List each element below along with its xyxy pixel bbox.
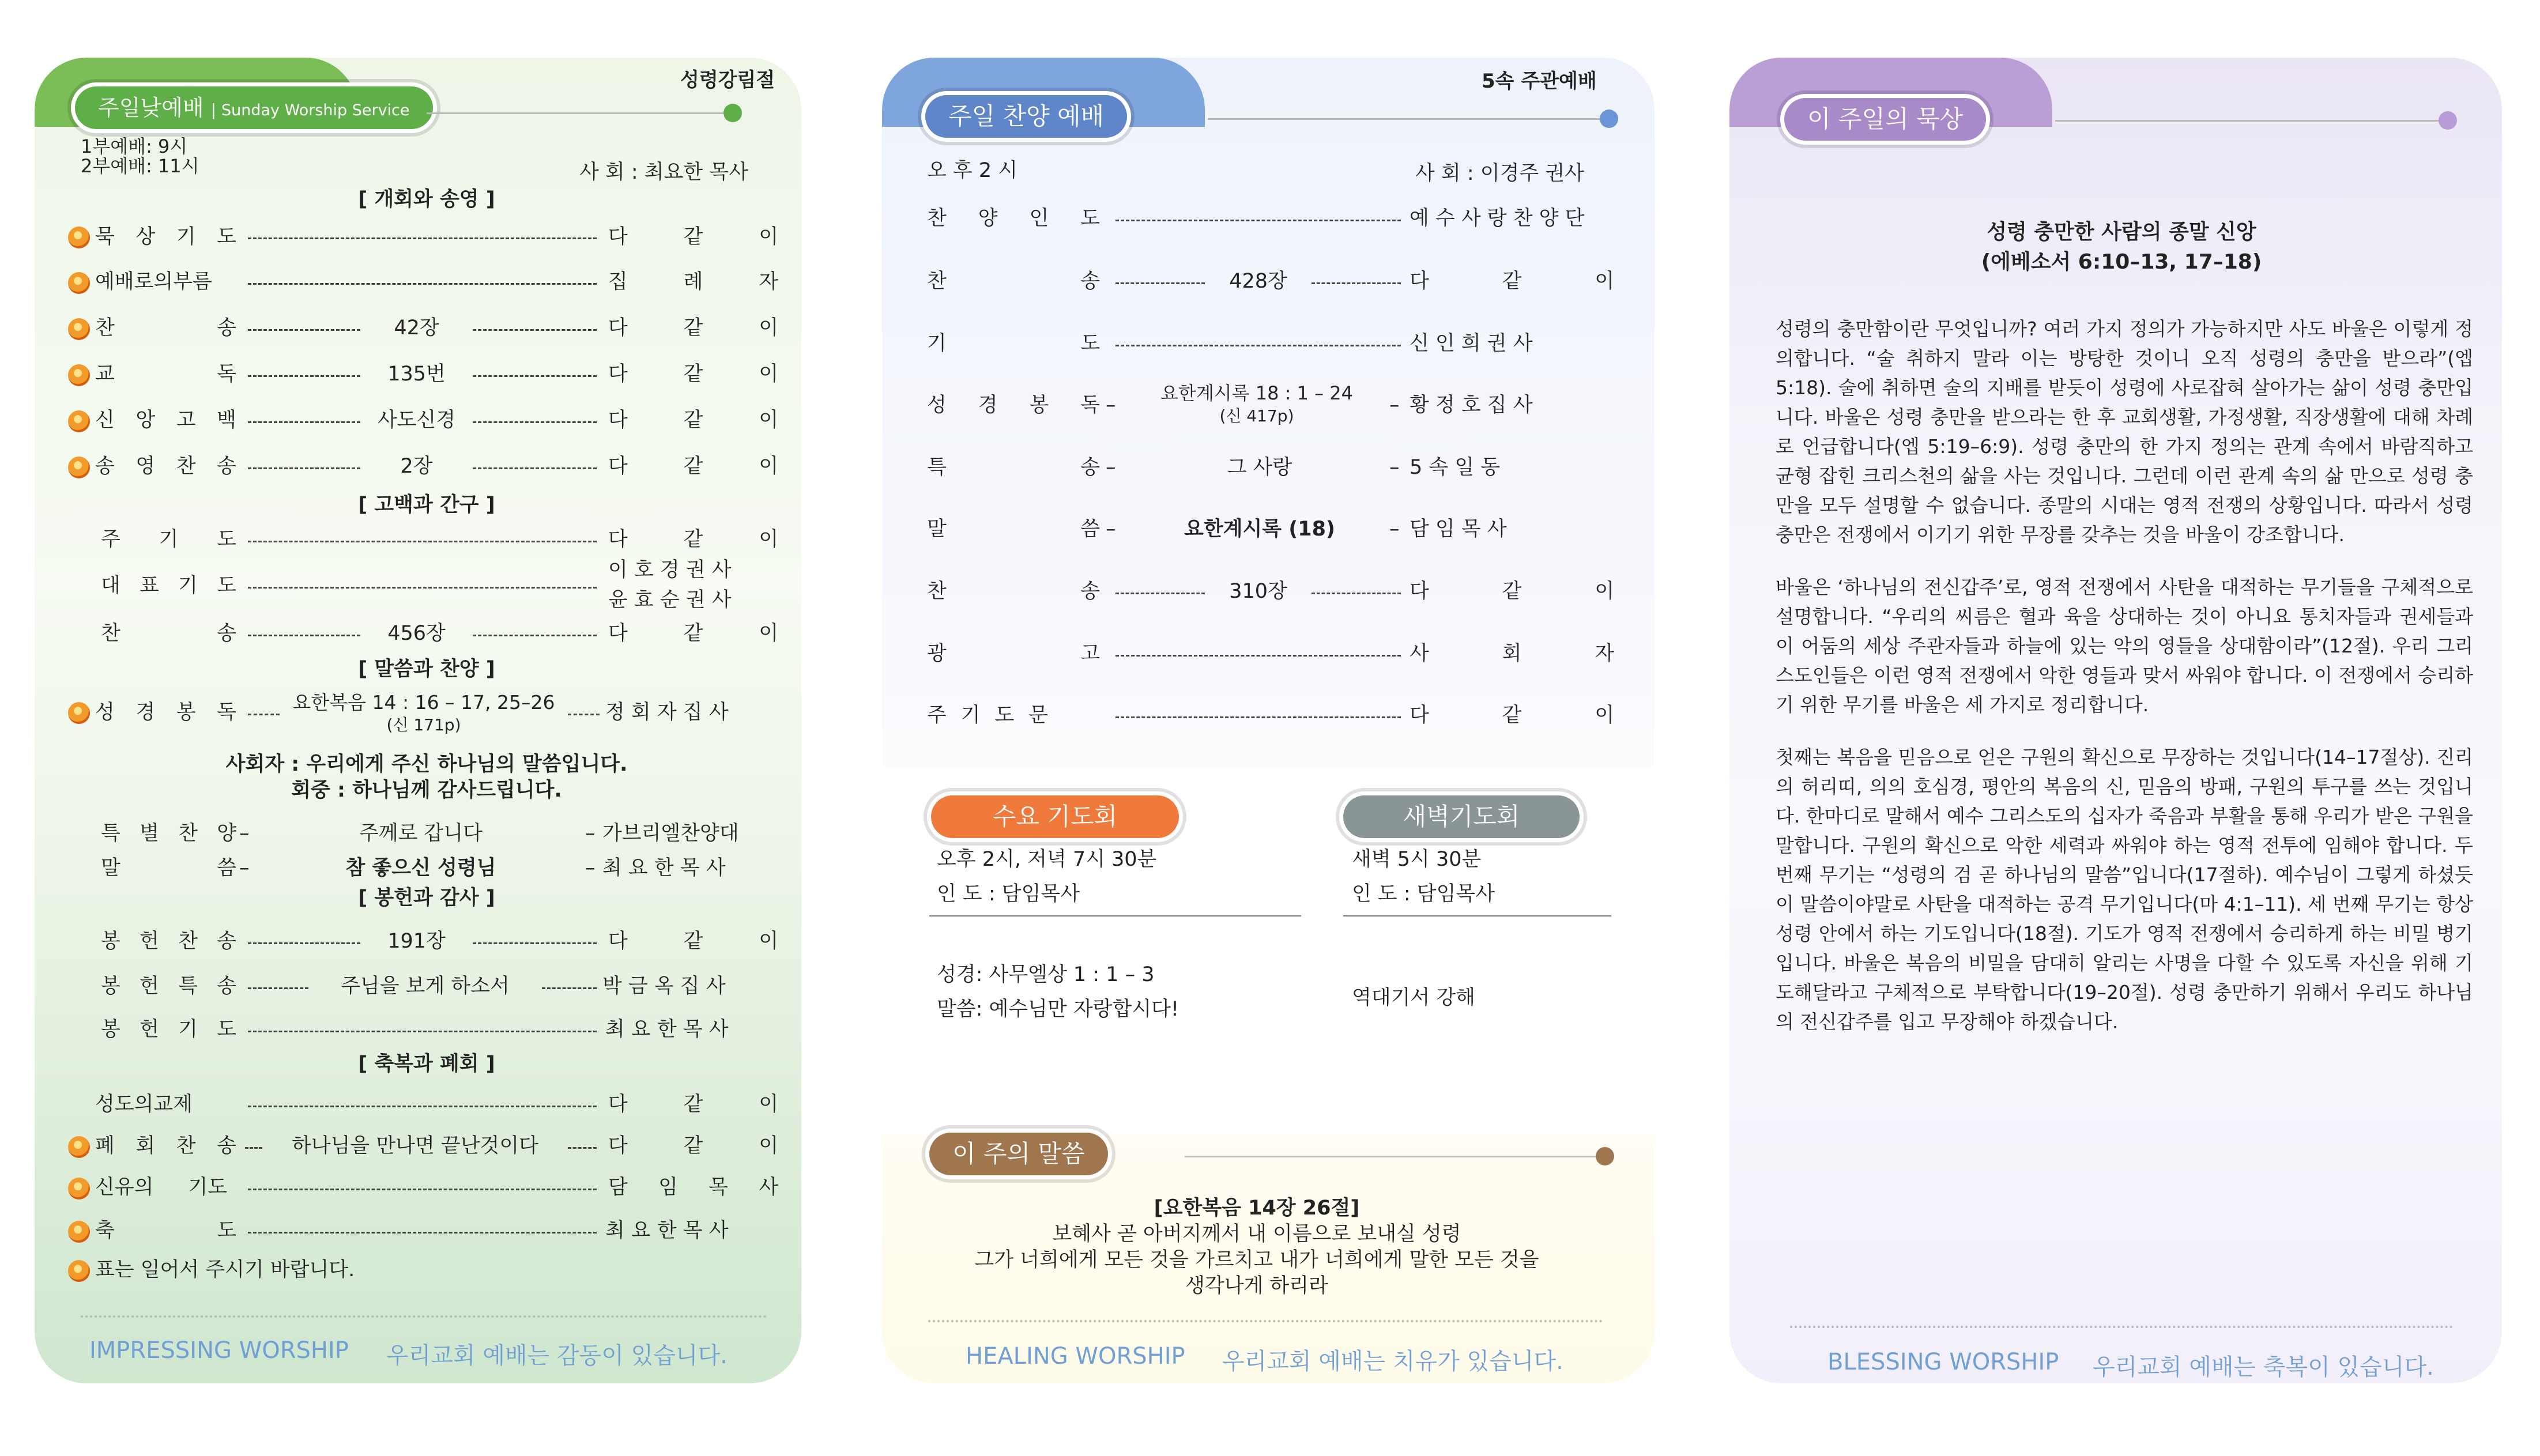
wednesday-leader: 인 도 : 담임목사 bbox=[937, 882, 1080, 906]
order-item-person: 최 요 한 목 사 bbox=[605, 1018, 729, 1041]
praise-item-person: 사 회 자 bbox=[1410, 642, 1614, 665]
leader-line bbox=[473, 421, 597, 423]
order-item-person: 최 요 한 목 사 bbox=[602, 857, 726, 880]
sunday-worship-subtitle: Sunday Worship Service bbox=[221, 101, 410, 119]
praise-item-person: 예 수 사 랑 찬 양 단 bbox=[1410, 207, 1585, 230]
order-item-label: 봉 헌 특 송 bbox=[101, 975, 236, 998]
praise-item-label: 광 고 bbox=[927, 642, 1100, 665]
section-offering: [ 봉헌과 감사 ] bbox=[358, 887, 495, 910]
order-item-person: 다 같 이 bbox=[608, 409, 778, 432]
order-item-person: 다 같 이 bbox=[608, 930, 778, 953]
header-dot bbox=[723, 104, 742, 122]
order-item-label: 성 경 봉 독 bbox=[95, 701, 236, 724]
verse-dot bbox=[1596, 1147, 1614, 1165]
verse-reference: [요한복음 14장 26절] bbox=[1154, 1197, 1360, 1220]
hymn-number: 310장 bbox=[1229, 580, 1287, 603]
order-item-person: 다 같 이 bbox=[608, 225, 778, 248]
footer-divider bbox=[1790, 1326, 2453, 1328]
leader-line bbox=[248, 987, 308, 989]
verse-line-3: 생각나게 하리라 bbox=[1185, 1274, 1328, 1297]
order-item-person: 가브리엘찬양대 bbox=[602, 822, 739, 845]
order-item-label: 찬 송 bbox=[101, 622, 236, 645]
leader-line bbox=[248, 587, 597, 589]
praise-item-person: 다 같 이 bbox=[1410, 270, 1614, 293]
leader-line bbox=[245, 1147, 262, 1149]
sunday-worship-pill: 주일낮예배 | Sunday Worship Service bbox=[75, 86, 433, 129]
responsive-reading-number: 135번 bbox=[387, 363, 446, 386]
prayer-person-1: 이 호 경 권 사 bbox=[608, 559, 732, 582]
dawn-text: 역대기서 강해 bbox=[1352, 986, 1475, 1009]
leader-line bbox=[248, 1232, 597, 1234]
special-song-title: 그 사랑 bbox=[1227, 456, 1292, 479]
special-song-title: 주께로 갑니다 bbox=[359, 822, 483, 845]
leader-line bbox=[542, 987, 597, 989]
order-item-label: 주 기 도 bbox=[101, 528, 236, 551]
leader-line bbox=[1116, 655, 1401, 657]
stand-marker-icon bbox=[68, 1260, 90, 1282]
order-item-person: 다 같 이 bbox=[608, 316, 778, 340]
scripture-reference: 요한계시록 18 : 1 – 24 bbox=[1160, 382, 1353, 404]
wednesday-prayer-title: 수요 기도회 bbox=[992, 802, 1118, 831]
section-confession: [ 고백과 간구 ] bbox=[358, 493, 495, 516]
meditation-title: 이 주일의 묵상 bbox=[1807, 105, 1964, 133]
meditation-heading: 성령 충만한 사람의 종말 신앙 bbox=[1987, 220, 2256, 244]
footer-korean: 우리교회 예배는 치유가 있습니다. bbox=[1222, 1348, 1563, 1375]
praise-item-label: 말 씀 bbox=[927, 518, 1100, 541]
leader-line bbox=[473, 467, 597, 469]
verse-of-week-title: 이 주의 말씀 bbox=[952, 1140, 1085, 1168]
stand-marker-icon bbox=[68, 364, 90, 386]
praise-item-person: 담 임 목 사 bbox=[1410, 518, 1507, 541]
meditation-scripture: (에베소서 6:10–13, 17–18) bbox=[1981, 250, 2262, 274]
leader-line bbox=[1116, 345, 1401, 346]
sunday-worship-title: 주일낮예배 bbox=[98, 95, 204, 120]
stand-marker-icon bbox=[68, 1136, 90, 1158]
header-dot bbox=[2439, 111, 2457, 130]
stand-marker-icon bbox=[68, 410, 90, 432]
closing-song-title: 하나님을 만나면 끝난것이다 bbox=[292, 1134, 538, 1157]
order-item-person: 다 같 이 bbox=[608, 455, 778, 478]
praise-item-label: 찬 양 인 도 bbox=[927, 207, 1100, 230]
verse-of-week-pill bbox=[929, 1133, 1108, 1175]
offering-song-title: 주님을 보게 하소서 bbox=[341, 975, 510, 998]
wednesday-divider bbox=[929, 915, 1301, 916]
scripture-page: (신 417p) bbox=[1219, 406, 1294, 425]
order-item-label: 말 씀 bbox=[101, 857, 236, 880]
verse-rule bbox=[1185, 1156, 1608, 1157]
dawn-time: 새벽 5시 30분 bbox=[1352, 848, 1482, 871]
leader-line bbox=[1116, 220, 1401, 221]
footer-english: HEALING WORSHIP bbox=[966, 1343, 1185, 1370]
service-time-2: 2부예배: 11시 bbox=[81, 155, 199, 177]
stand-marker-icon bbox=[68, 1178, 90, 1199]
order-item-person: 다 같 이 bbox=[608, 363, 778, 386]
wednesday-scripture: 성경: 사무엘상 1 : 1 – 3 bbox=[937, 963, 1155, 986]
order-item-label: 폐 회 찬 송 bbox=[95, 1134, 236, 1157]
leader-line bbox=[473, 942, 597, 944]
order-item-person: 박 금 옥 집 사 bbox=[602, 975, 726, 998]
praise-item-label: 주 기 도 문 bbox=[927, 704, 1048, 727]
leader-line bbox=[248, 329, 360, 331]
verse-line-1: 보혜사 곧 아버지께서 내 이름으로 보내실 성령 bbox=[1052, 1223, 1461, 1246]
leader-line bbox=[1116, 716, 1401, 718]
order-item-person: 최 요 한 목 사 bbox=[605, 1219, 729, 1242]
leader-line bbox=[248, 1031, 597, 1032]
praise-item-person: 다 같 이 bbox=[1410, 580, 1614, 603]
leader-line bbox=[248, 421, 360, 423]
leader-line bbox=[568, 714, 600, 715]
order-item-person: 정 회 자 집 사 bbox=[605, 701, 729, 724]
praise-item-label: 찬 송 bbox=[927, 270, 1100, 293]
service-time: 오 후 2 시 bbox=[927, 159, 1018, 182]
meditation-paragraph: 바울은 ‘하나님의 전신갑주’로, 영적 전쟁에서 사탄을 대적하는 무기들을 구체적으로 설명합니다. “우리의 씨름은 혈과 육을 상대하는 것이 아니요 통치자들과 권세들과 이 어둠의 세상 주관자들과 하늘에 있는 악의 영들을 상대함이라”(12절). 우리 그리스도인들은 이런 영적 전쟁에서 악한 영들과 맞서 싸워야 합니다. 이 전쟁에서 승리하기 위한 무기를 바울은 세 가지로 정리합니다. bbox=[1776, 576, 2473, 716]
leader-line bbox=[1312, 282, 1401, 284]
meditation-paragraph: 성령의 충만함이란 무엇입니까? 여러 가지 정의가 가능하지만 사도 바울은 이렇게 정의합니다. “술 취하지 말라 이는 방탕한 것이니 오직 성령의 충만을 받으라”(엡 5:18). 술에 취하면 술의 지배를 받듯이 성령에 사로잡혀 살아가는 삶이 성령 충만입니다. 바울은 성령 충만을 받으라는 한 후 교회생활, 가정생활, 직장생활에 대해 차례로 언급합니다(엡 5:19–6:9). 성령 충만의 한 가지 정의는 관계 속에서 바람직하고 균형 잡힌 크리스천의 삶을 사는 것입니다. 그런데 이런 관계 속의 삶 만으로 성령 충만을 모두 설명할 수 없습니다. 종말의 시대는 영적 전쟁의 상황입니다. 따라서 성령 충만은 전쟁에서 이기기 위한 무장를 갖추는 것을 바울이 강조합니다. bbox=[1776, 318, 2473, 546]
praise-item-label: 찬 송 bbox=[927, 580, 1100, 603]
hymn-number: 456장 bbox=[387, 622, 446, 645]
footer-korean: 우리교회 예배는 감동이 있습니다. bbox=[386, 1342, 728, 1369]
verse-line-2: 그가 너희에게 모든 것을 가르치고 내가 너희에게 말한 모든 것을 bbox=[974, 1248, 1539, 1272]
header-dot bbox=[1600, 110, 1618, 128]
praise-item-label: 기 도 bbox=[927, 332, 1100, 355]
order-item-label: 특 별 찬 양 bbox=[101, 822, 236, 845]
leader-line bbox=[248, 283, 597, 285]
praise-item-person: 다 같 이 bbox=[1410, 704, 1614, 727]
leader-line bbox=[248, 467, 360, 469]
order-item-person: 집 례 자 bbox=[608, 270, 778, 293]
leader-line bbox=[248, 541, 597, 542]
order-item-person: 다 같 이 bbox=[608, 1093, 778, 1116]
stand-marker-icon bbox=[68, 272, 90, 294]
stand-marker-icon bbox=[68, 457, 90, 478]
footer-english: IMPRESSING WORSHIP bbox=[89, 1337, 349, 1364]
order-item-label: 대 표 기 도 bbox=[101, 574, 236, 597]
order-item-label: 송 영 찬 송 bbox=[95, 455, 236, 478]
order-item-label: 봉 헌 기 도 bbox=[101, 1018, 236, 1041]
order-item-label: 교 독 bbox=[95, 363, 236, 386]
section-closing: [ 축복과 폐회 ] bbox=[358, 1053, 495, 1076]
footer-english: BLESSING WORSHIP bbox=[1827, 1349, 2059, 1375]
creed-name: 사도신경 bbox=[377, 409, 456, 432]
header-rule bbox=[1208, 118, 1608, 120]
section-opening: [ 개회와 송영 ] bbox=[358, 188, 495, 211]
leader-line bbox=[248, 942, 360, 944]
scripture-reference: 요한복음 14 : 16 – 17, 25–26 bbox=[292, 691, 555, 714]
header-rule bbox=[2055, 120, 2444, 122]
hymn-number: 428장 bbox=[1229, 270, 1287, 293]
leader-line bbox=[568, 1147, 597, 1149]
order-item-person: 다 같 이 bbox=[608, 1134, 778, 1157]
service-time-1: 1부예배: 9시 bbox=[81, 135, 188, 157]
wednesday-prayer-pill bbox=[931, 795, 1179, 838]
leader-line bbox=[248, 714, 280, 715]
praise-item-label: 특 송 bbox=[927, 456, 1100, 479]
leader-line bbox=[1116, 282, 1205, 284]
praise-item-person: 신 인 희 권 사 bbox=[1410, 332, 1533, 355]
stand-marker-icon bbox=[68, 702, 90, 724]
dawn-prayer-title: 새벽기도회 bbox=[1403, 802, 1520, 831]
order-item-label: 예배로의부름 bbox=[95, 270, 212, 293]
sermon-title: 참 좋으신 성령님 bbox=[345, 857, 496, 880]
dawn-leader: 인 도 : 담임목사 bbox=[1352, 882, 1495, 906]
footer-divider bbox=[928, 1320, 1603, 1322]
service-leader: 사 회 : 최요한 목사 bbox=[579, 161, 748, 184]
response-congregation: 회중 : 하나님께 감사드립니다. bbox=[291, 779, 562, 802]
leader-line bbox=[248, 375, 360, 377]
meditation-body bbox=[1776, 314, 2473, 1059]
hymn-number: 42장 bbox=[394, 316, 439, 340]
service-host-group: 5속 주관예배 bbox=[1482, 70, 1597, 93]
meditation-pill bbox=[1784, 98, 1986, 141]
leader-line bbox=[473, 635, 597, 636]
dawn-divider bbox=[1343, 915, 1611, 916]
order-item-label: 찬 송 bbox=[95, 316, 236, 340]
praise-item-label: 성 경 봉 독 bbox=[927, 394, 1100, 417]
wednesday-time: 오후 2시, 저녁 7시 30분 bbox=[937, 848, 1157, 871]
prayer-person-2: 윤 효 순 권 사 bbox=[608, 589, 732, 612]
order-item-label: 신 앙 고 백 bbox=[95, 409, 236, 432]
leader-line bbox=[248, 237, 597, 239]
praise-item-person: 황 정 호 집 사 bbox=[1410, 394, 1533, 417]
wednesday-sermon: 말씀: 예수님만 자랑합시다! bbox=[937, 998, 1179, 1021]
praise-service-title: 주일 찬양 예배 bbox=[948, 102, 1105, 130]
hymn-number: 2장 bbox=[400, 455, 433, 478]
response-leader: 사회자 : 우리에게 주신 하나님의 말씀입니다. bbox=[225, 753, 628, 776]
footer-divider bbox=[81, 1315, 767, 1318]
order-item-label: 축 도 bbox=[95, 1219, 236, 1242]
leader-line bbox=[473, 329, 597, 331]
dawn-prayer-pill bbox=[1343, 795, 1580, 838]
leader-line bbox=[473, 375, 597, 377]
order-item-label: 묵 상 기 도 bbox=[95, 225, 236, 248]
leader-line bbox=[1312, 593, 1401, 594]
stand-note: 표는 일어서 주시기 바랍니다. bbox=[95, 1258, 355, 1281]
order-item-person: 다 같 이 bbox=[608, 528, 778, 551]
leader-line bbox=[248, 1106, 597, 1107]
order-item-person: 담 임 목 사 bbox=[608, 1176, 778, 1199]
scripture-page: (신 171p) bbox=[386, 715, 461, 734]
hymn-number: 191장 bbox=[387, 930, 446, 953]
sermon-title: 요한계시록 (18) bbox=[1184, 518, 1335, 541]
section-word: [ 말씀과 찬양 ] bbox=[358, 658, 495, 681]
order-item-person: 다 같 이 bbox=[608, 622, 778, 645]
stand-marker-icon bbox=[68, 227, 90, 248]
footer-korean: 우리교회 예배는 축복이 있습니다. bbox=[2093, 1354, 2434, 1380]
stand-marker-icon bbox=[68, 1221, 90, 1243]
order-item-label: 성도의교제 bbox=[95, 1093, 193, 1116]
order-item-label: 봉 헌 찬 송 bbox=[101, 930, 236, 953]
service-leader: 사 회 : 이경주 권사 bbox=[1415, 162, 1584, 185]
order-item-label: 신유의 기도 bbox=[95, 1176, 228, 1199]
meditation-paragraph: 첫째는 복음을 믿음으로 얻은 구원의 확신으로 무장하는 것입니다(14–17절상). 진리의 허리띠, 의의 호심경, 평안의 복음의 신, 믿음의 방패, 구원의 투구를 쓰는 것입니다. 한마디로 말해서 예수 그리스도의 십자가 죽음과 부활을 통해 우리가 받은 구원을 말합니다. 구원의 확신으로 악한 세력과 싸워야 하는 영적 전투에 임해야 합니다. 두 번째 무기는 “성령의 검 곧 하나님의 말씀”입니다(17절하). 예수님이 그렇게 하셨듯이 말씀이야말로 사탄을 대적하는 공격 무기입니다(마 4:1–11). 세 번째 무기는 항상 성령 안에서 하는 기도입니다(18절). 기도가 영적 전쟁에서 승리하게 하는 비밀 병기입니다. 바울은 복음의 비밀을 담대히 알리는 사명을 다할 수 있도록 자신을 위해 기도해달라고 구체적으로 부탁합니다(19–20절). 성령 충만하기 위해서 우리도 하나님의 전신갑주를 입고 무장해야 하겠습니다. bbox=[1776, 746, 2473, 1033]
season-label: 성령강림절 bbox=[680, 69, 775, 92]
leader-line bbox=[1116, 593, 1205, 594]
praise-item-person: 5 속 일 동 bbox=[1410, 456, 1501, 479]
header-rule bbox=[427, 112, 726, 114]
praise-service-pill bbox=[925, 95, 1127, 138]
stand-marker-icon bbox=[68, 318, 90, 340]
leader-line bbox=[248, 1189, 597, 1190]
leader-line bbox=[248, 635, 360, 636]
